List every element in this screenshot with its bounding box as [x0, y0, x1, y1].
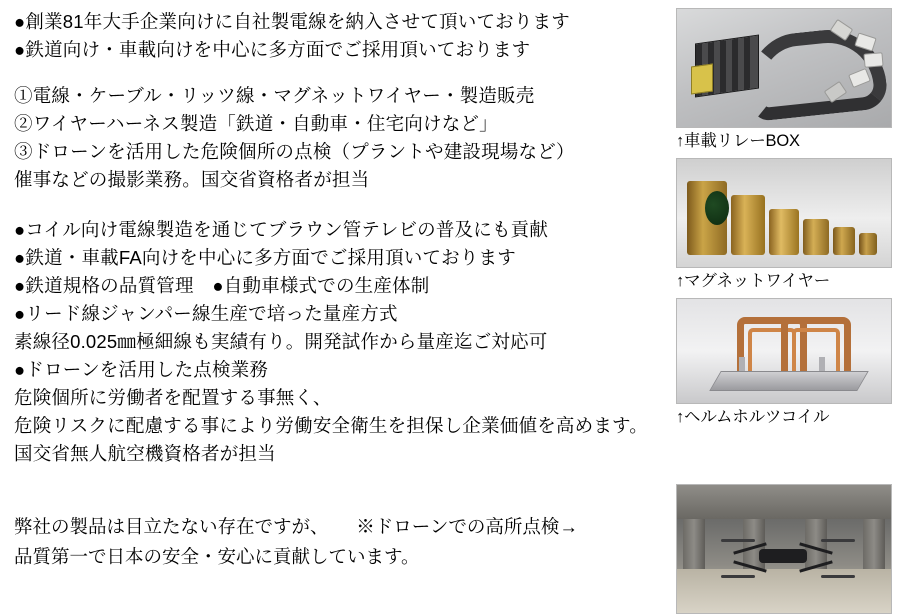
bobbin-5: [833, 227, 855, 255]
coil-base-plate: [709, 371, 869, 391]
drone-propeller-4: [821, 575, 855, 578]
image-column: [676, 8, 892, 434]
drone-inspection-photo: [676, 484, 892, 614]
business-item-3-note: 催事などの撮影業務。国交省資格者が担当: [14, 169, 370, 190]
vehicle-relay-box-photo: [676, 8, 892, 128]
intro-line-1: ●創業81年大手企業向けに自社製電線を納入させて頂いております: [14, 11, 570, 32]
business-item-3: ③ドローンを活用した危険個所の点検（プラントや建設現場など）: [14, 141, 575, 162]
spacer-2: [14, 194, 674, 216]
strength-line-9: 国交省無人航空機資格者が担当: [14, 443, 276, 464]
strength-line-7: 危険個所に労働者を配置する事無く、: [14, 387, 332, 408]
drone-propeller-2: [821, 539, 855, 542]
bridge-pier-1: [683, 519, 705, 571]
bobbin-6: [859, 233, 877, 255]
strength-line-2: ●鉄道・車載FA向けを中心に多方面でご採用頂いております: [14, 247, 516, 268]
bobbin-1: [687, 181, 727, 255]
drone-body-shape: [759, 549, 807, 563]
text-column: [14, 8, 674, 468]
bobbin-3: [769, 209, 799, 255]
harness-connector-2: [863, 52, 883, 68]
bobbin-1-core: [705, 191, 729, 225]
intro-block: [14, 8, 674, 64]
business-item-2: ②ワイヤーハーネス製造「鉄道・自動車・住宅向けなど」: [14, 113, 498, 134]
ground-shape: [677, 569, 891, 613]
bridge-pier-4: [863, 519, 885, 571]
magnet-wire-photo: [676, 158, 892, 268]
strengths-block: [14, 216, 674, 468]
closing-block: [14, 512, 674, 572]
intro-line-2: ●鉄道向け・車載向けを中心に多方面でご採用頂いております: [14, 39, 531, 60]
closing-line-1: 弊社の製品は目立たない存在ですが、 ※ドローンでの高所点検→: [14, 516, 578, 537]
helmholtz-coil-caption: ↑ヘルムホルツコイル: [676, 408, 830, 426]
bridge-deck-shape: [677, 485, 891, 519]
strength-line-8: 危険リスクに配慮する事により労働安全衛生を担保し企業価値を高めます。: [14, 415, 648, 436]
drone-propeller-1: [721, 539, 755, 542]
strength-line-1: ●コイル向け電線製造を通じてブラウン管テレビの普及にも貢献: [14, 219, 549, 240]
spacer-1: [14, 64, 674, 82]
vehicle-relay-box-caption: ↑車載リレーBOX: [676, 132, 800, 150]
strength-line-6: ●ドローンを活用した点検業務: [14, 359, 269, 380]
business-list-block: [14, 82, 674, 194]
strength-line-3: ●鉄道規格の品質管理 ●自動車様式での生産体制: [14, 275, 430, 296]
bobbin-2: [731, 195, 765, 255]
drone-propeller-3: [721, 575, 755, 578]
magnet-wire-caption: ↑マグネットワイヤー: [676, 272, 831, 290]
relay-yellow-connector-shape: [691, 63, 713, 94]
closing-line-2: 品質第一で日本の安全・安心に貢献しています。: [14, 546, 420, 567]
business-item-1: ①電線・ケーブル・リッツ線・マグネットワイヤー・製造販売: [14, 85, 535, 106]
strength-line-4: ●リード線ジャンパー線生産で培った量産方式: [14, 303, 398, 324]
helmholtz-coil-photo: [676, 298, 892, 404]
bobbin-4: [803, 219, 829, 255]
strength-line-5: 素線径0.025㎜極細線も実績有り。開発試作から量産迄ご対応可: [14, 331, 548, 352]
